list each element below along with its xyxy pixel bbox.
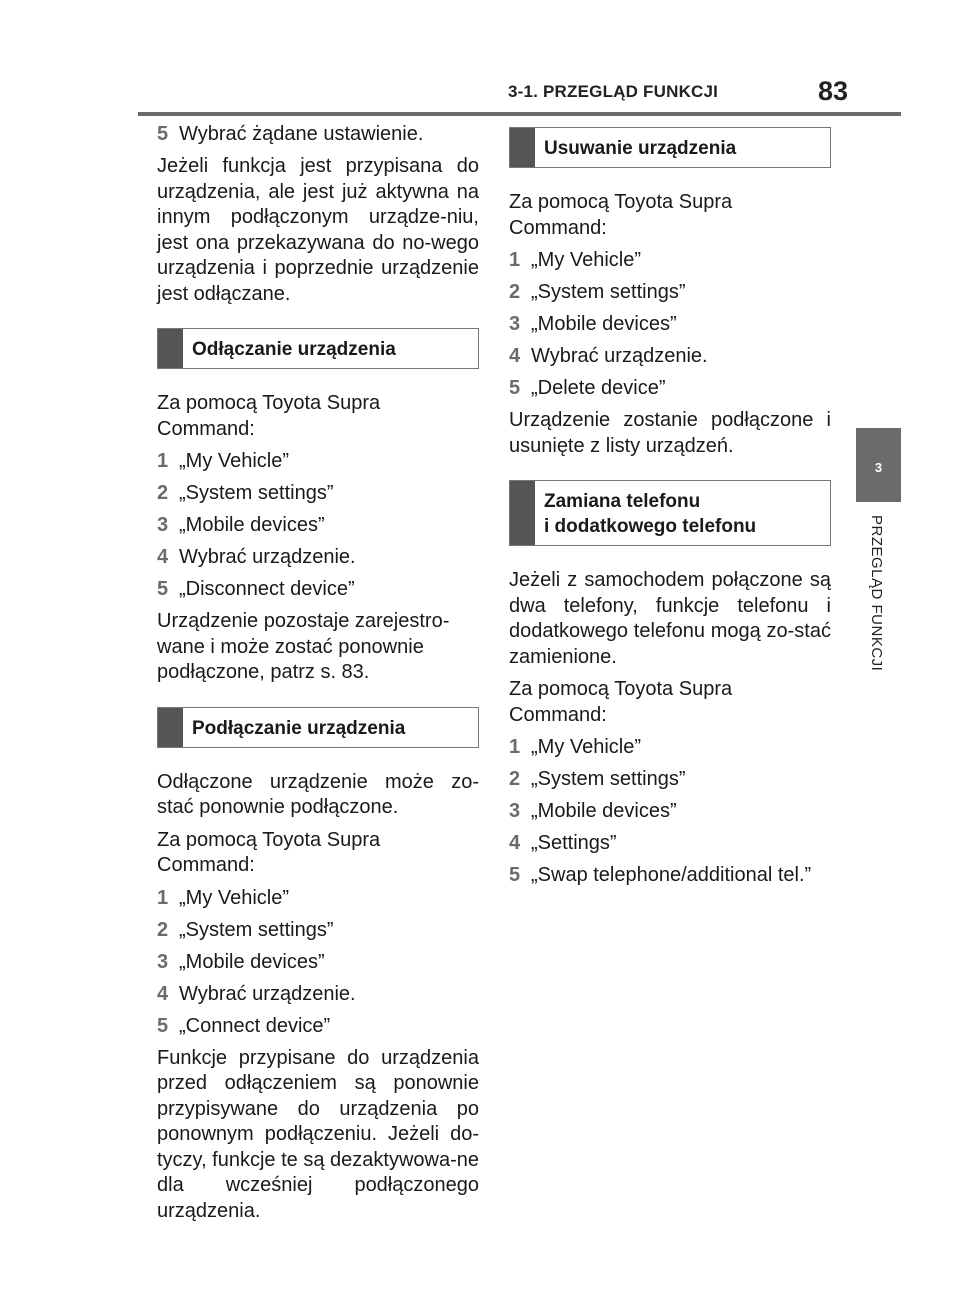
step-item (509, 248, 831, 273)
step-text: „System settings” (531, 768, 686, 790)
section-heading-title (535, 481, 764, 545)
step-number: 1 (509, 736, 521, 758)
step-text: „Mobile devices” (531, 800, 677, 822)
section-heading-bar (510, 128, 535, 167)
step-text: „My Vehicle” (531, 736, 642, 758)
step-number: 3 (157, 514, 169, 536)
section-heading-bar (510, 481, 535, 545)
step-number: 5 (157, 1014, 169, 1037)
page-number: 83 (818, 76, 849, 106)
running-header-section: 3-1. PRZEGLĄD FUNKCJI (508, 82, 719, 101)
step-text: „My Vehicle” (531, 249, 642, 271)
step-item (157, 545, 479, 570)
step-number: 3 (509, 313, 521, 335)
section-heading-bar (158, 708, 183, 747)
step-item (509, 767, 831, 792)
section-heading-title: Odłączanie urządzenia (192, 339, 396, 360)
step-item (157, 886, 479, 911)
section-heading-title-line: Zamiana telefonu (544, 491, 701, 512)
step-text: Wybrać urządzenie. (531, 345, 708, 367)
step-item (509, 280, 831, 305)
section-heading-title: Podłączanie urządzenia (192, 717, 406, 739)
chapter-tab-number: 3 (874, 460, 883, 475)
step-item (509, 344, 831, 369)
step-item (509, 799, 831, 824)
paragraph: Urządzenie zostanie podłączone i usunięte z listy urządzeń. (509, 409, 831, 457)
step-number: 1 (509, 249, 521, 271)
step-item (157, 982, 479, 1007)
step-number: 1 (157, 450, 169, 472)
chapter-tab-label: PRZEGLĄD FUNKCJI (868, 515, 885, 672)
step-text: Wybrać urządzenie. (179, 982, 356, 1005)
step-item (157, 122, 479, 147)
step-number: 2 (509, 281, 521, 303)
step-item (157, 449, 479, 474)
step-text: „Mobile devices” (179, 514, 325, 536)
left-column (157, 122, 479, 1231)
section-heading-title: Usuwanie urządzenia (544, 138, 737, 159)
step-text: „Mobile devices” (531, 313, 677, 335)
step-number: 5 (509, 377, 521, 399)
section-heading-delete (509, 127, 831, 168)
step-item (157, 918, 479, 943)
step-item (157, 577, 479, 602)
step-text: „Delete device” (531, 377, 666, 399)
paragraph: Za pomocą Toyota Supra Command: (157, 828, 381, 876)
step-text: „System settings” (179, 918, 334, 941)
paragraph: Za pomocą Toyota Supra Command: (157, 392, 381, 440)
paragraph: Za pomocą Toyota Supra Command: (509, 678, 733, 726)
paragraph: Za pomocą Toyota Supra Command: (509, 191, 733, 239)
step-item (157, 513, 479, 538)
paragraph: Urządzenie pozostaje zarejestro-wane i może zostać ponownie podłączone, patrz s. 83. (157, 610, 450, 683)
step-text: „My Vehicle” (179, 450, 290, 472)
step-text: „System settings” (179, 482, 334, 504)
step-number: 4 (509, 832, 521, 854)
step-text: „Settings” (531, 832, 617, 854)
step-text: „My Vehicle” (179, 886, 290, 909)
step-text: „System settings” (531, 281, 686, 303)
step-number: 2 (157, 918, 169, 941)
section-heading-swap (509, 480, 831, 546)
step-number: 3 (509, 800, 521, 822)
paragraph: Jeżeli funkcja jest przypisana do urządzenia, ale jest już aktywna na innym podłączonym urządze-niu, jest ona przekazywana do no-wego urządzenia i poprzednie urządzenie jest odłączane. (157, 155, 479, 305)
step-item (509, 831, 831, 856)
step-number: 4 (157, 982, 169, 1005)
step-text: „Connect device” (179, 1014, 331, 1037)
paragraph: Jeżeli z samochodem połączone są dwa telefony, funkcje telefonu i dodatkowego telefonu mogą zo-stać zamienione. (509, 569, 831, 668)
step-number: 1 (157, 886, 169, 909)
section-heading-title-line: i dodatkowego telefonu (544, 516, 757, 537)
step-item (157, 481, 479, 506)
step-item (157, 950, 479, 975)
step-number: 4 (509, 345, 521, 367)
chapter-tab (856, 428, 901, 502)
step-item (509, 376, 831, 401)
step-number: 2 (509, 768, 521, 790)
step-item (509, 863, 831, 888)
right-column (509, 106, 831, 895)
step-text: Wybrać urządzenie. (179, 546, 356, 568)
paragraph: Funkcje przypisane do urządzenia przed odłączeniem są ponownie przypisywane do urządzenia po ponownym podłączeniu. Jeżeli do-tyczy, funkcje te są dezaktywowa-ne dla wcześniej podłączonego urządzenia. (157, 1046, 479, 1222)
section-heading-connect (157, 707, 479, 748)
step-text: „Swap telephone/additional tel.” (531, 864, 812, 886)
step-item (157, 1014, 479, 1039)
step-number: 5 (157, 578, 169, 600)
step-number: 5 (509, 864, 521, 886)
paragraph: Odłączone urządzenie może zo-stać ponownie podłączone. (157, 770, 479, 818)
step-text: „Disconnect device” (179, 578, 355, 600)
step-item (509, 735, 831, 760)
step-number: 5 (157, 123, 169, 145)
step-number: 3 (157, 950, 169, 973)
section-heading-disconnect (157, 328, 479, 369)
section-heading-bar (158, 329, 183, 368)
step-item (509, 312, 831, 337)
step-text: Wybrać żądane ustawienie. (179, 123, 424, 145)
step-text: „Mobile devices” (179, 950, 325, 973)
step-number: 2 (157, 482, 169, 504)
step-number: 4 (157, 546, 169, 568)
